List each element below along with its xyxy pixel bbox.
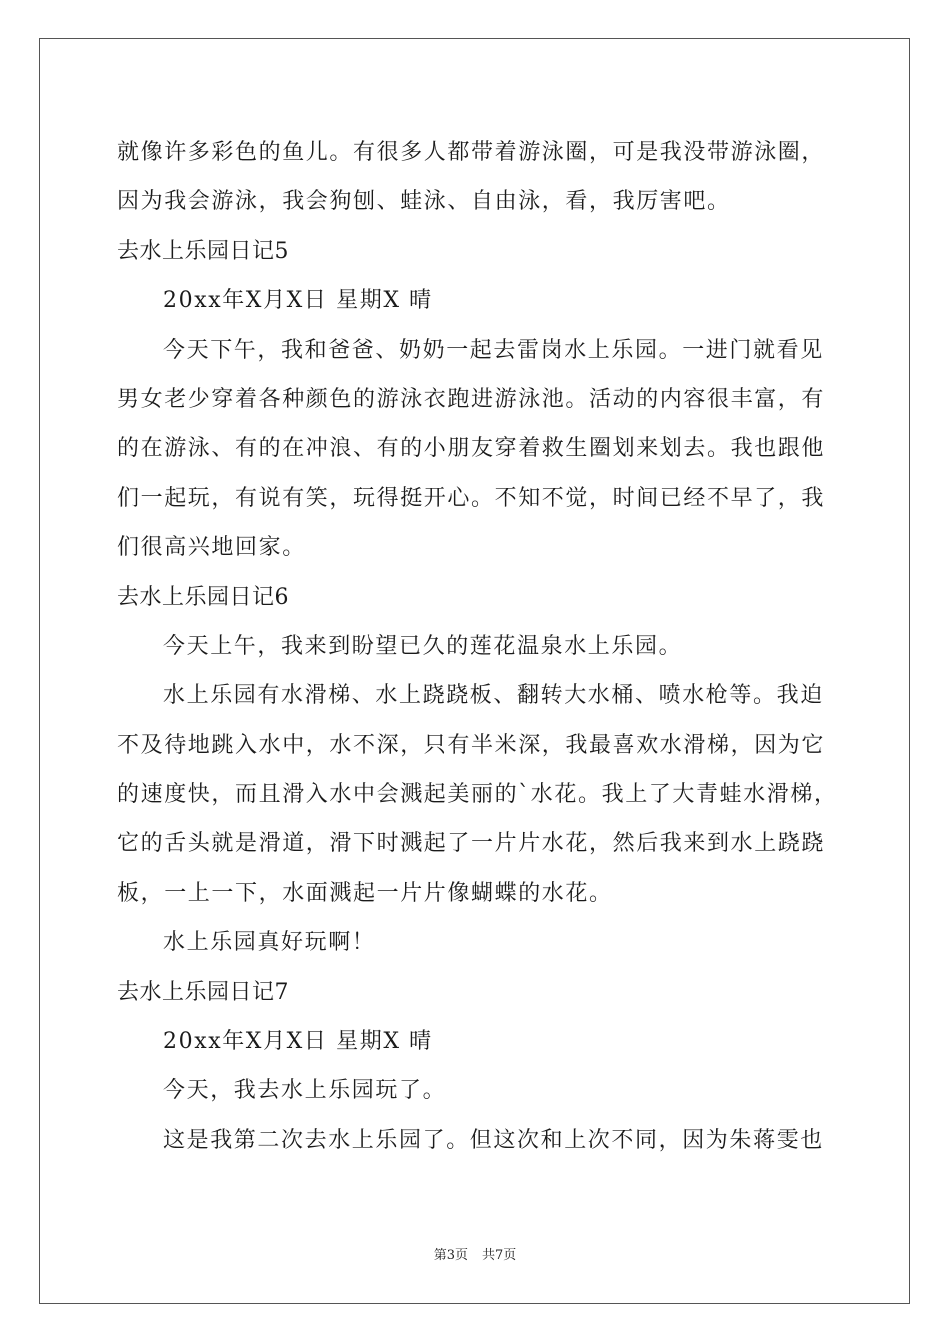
page-footer: [0, 1244, 950, 1263]
date-line: 20xx年X月X日 星期X 晴: [163, 288, 433, 314]
text-line: 板，一上一下，水面溅起一片片像蝴蝶的水花。: [117, 880, 613, 906]
text-line: 就像许多彩色的鱼儿。有很多人都带着游泳圈，可是我没带游泳圈，: [117, 140, 826, 165]
document-body: [117, 128, 837, 1165]
text-line: 今天上午，我来到盼望已久的莲花温泉水上乐园。: [163, 633, 683, 659]
text-line: 们一起玩，有说有笑，玩得挺开心。不知不觉，时间已经不早了，我: [117, 485, 826, 511]
text-line: 它的舌头就是滑道，滑下时溅起了一片片水花，然后我来到水上跷跷: [117, 831, 826, 857]
text-line: 的在游泳、有的在冲浪、有的小朋友穿着救生圈划来划去。我也跟他: [117, 436, 826, 462]
text-line: 水上乐园真好玩啊！: [163, 930, 376, 956]
text-line: 们很高兴地回家。: [117, 535, 306, 561]
page-number-current: 第3页: [433, 1248, 468, 1263]
section-heading: 去水上乐园日记6: [117, 584, 289, 610]
text-line: 今天，我去水上乐园玩了。: [163, 1078, 447, 1104]
text-line: 男女老少穿着各种颜色的游泳衣跑进游泳池。活动的内容很丰富，有: [117, 386, 826, 412]
text-line: 的速度快，而且滑入水中会溅起美丽的`水花。我上了大青蛙水滑梯，: [117, 782, 838, 808]
text-line: 今天下午，我和爸爸、奶奶一起去雷岗水上乐园。一进门就看见: [163, 337, 824, 363]
text-line: 水上乐园有水滑梯、水上跷跷板、翻转大水桶、喷水枪等。我迫: [163, 683, 824, 709]
section-heading: 去水上乐园日记5: [117, 238, 289, 264]
text-line: 这是我第二次去水上乐园了。但这次和上次不同，因为朱蒋雯也: [163, 1127, 824, 1153]
text-line: 不及待地跳入水中，水不深，只有半米深，我最喜欢水滑梯，因为它: [117, 732, 826, 758]
section-heading: 去水上乐园日记7: [117, 979, 289, 1005]
text-line: 因为我会游泳，我会狗刨、蛙泳、自由泳，看，我厉害吧。: [117, 189, 731, 215]
page-number-total: 共7页: [482, 1248, 517, 1263]
date-line: 20xx年X月X日 星期X 晴: [163, 1029, 433, 1055]
